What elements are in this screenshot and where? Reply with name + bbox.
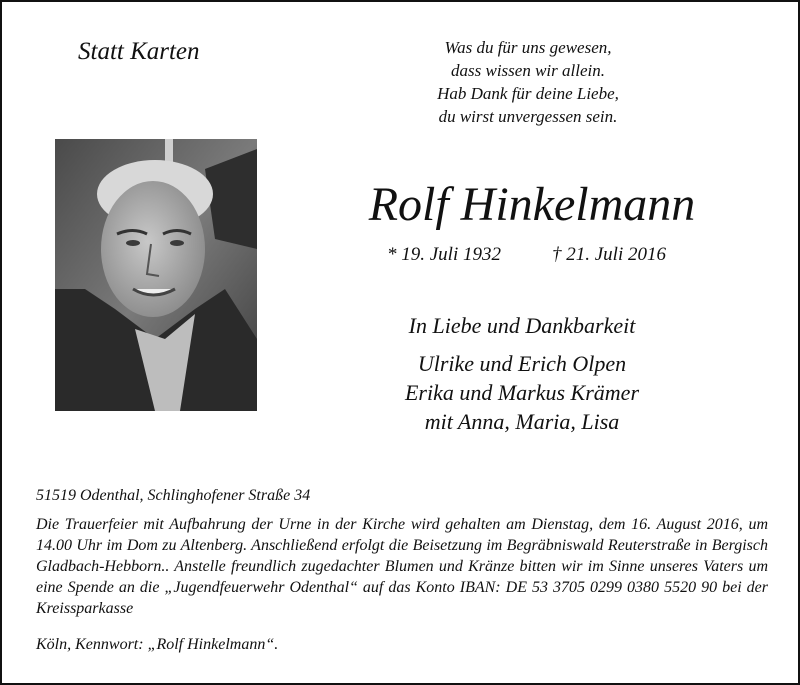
- poem-line: Hab Dank für deine Liebe,: [437, 84, 619, 103]
- statt-karten-label: Statt Karten: [78, 38, 200, 65]
- mourner-line: Erika und Markus Krämer: [404, 380, 640, 405]
- poem-line: dass wissen wir allein.: [451, 61, 605, 80]
- mourner-line: mit Anna, Maria, Lisa: [424, 409, 620, 434]
- funeral-notice: Die Trauerfeier mit Aufbahrung der Urne in der Kirche wird gehalten am Dienstag, dem 16. August 2016, um 14.00 Uhr im Dom zu Altenberg. Anschließend erfolgt die Beisetzung im Begräbniswald Reuterstraße in Bergisch Gladbach-Hebborn.. Anstelle freundlich zugedachter Blumen und Kränze bitten wir im Sinne unseres Vaters um eine Spende an die „Jugendfeuerwehr Odenthal“ auf das Konto IBAN: DE 53 3705 0299 0380 5520 90 bei der Kreissparkasse: [36, 516, 768, 617]
- poem-line: Was du für uns gewesen,: [444, 38, 612, 57]
- poem-line: du wirst unvergessen sein.: [438, 107, 618, 126]
- poem: [387, 36, 669, 128]
- family-address: 51519 Odenthal, Schlinghofener Straße 34: [36, 487, 311, 504]
- donation-keyword: Köln, Kennwort: „Rolf Hinkelmann“.: [36, 636, 279, 653]
- mourners-list: [332, 349, 712, 436]
- mourners-intro: In Liebe und Dankbarkeit: [408, 313, 636, 338]
- portrait-illustration: [55, 139, 257, 411]
- portrait-photo: [55, 139, 257, 411]
- deceased-name: Rolf Hinkelmann: [368, 178, 696, 231]
- mourner-line: Ulrike und Erich Olpen: [417, 351, 627, 376]
- death-date: † 21. Juli 2016: [552, 244, 666, 265]
- birth-date: * 19. Juli 1932: [387, 244, 501, 265]
